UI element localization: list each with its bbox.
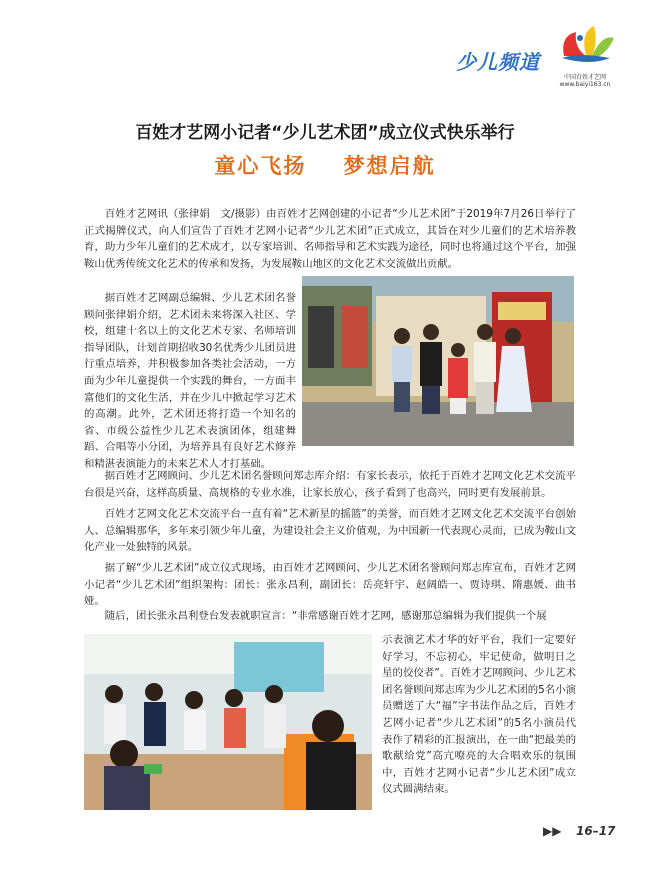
- next-page-arrow-icon: ▶▶: [543, 824, 562, 838]
- paragraph-6-intro: 随后，团长张永昌利登台发表就职宣言：“非常感谢百姓才艺网，感谢那总编辑为我们提供一个展: [104, 610, 547, 622]
- logo-caption-name: 中国百姓才艺网: [563, 74, 606, 81]
- paragraph-4: 百姓才艺网文化艺术交流平台一直有着“艺术新星的摇篮”的美誉，而百姓才艺网文化艺术交流平台创始人、总编辑那华，多年来引领少年儿童，为建设社会主义价值观，为中国新一代表现心灵而，已成为鞍山文化产业一处独特的风景。: [84, 508, 576, 554]
- article-subtitle: [60, 150, 590, 180]
- logo-caption: [548, 74, 622, 88]
- logo-caption-url: www.baiyi163.cn: [559, 81, 611, 88]
- page-number: 16–17: [576, 824, 616, 838]
- paragraph-2: 据百姓才艺网副总编辑、少儿艺术团名誉顾问张律娟介绍，艺术团未来将深入社区、学校，组建十名以上的文化艺术专家、名师培训指导团队，计划首期招收30名优秀少儿团员进行重点培养，并积极参加各类社会活动，一方面为少年儿童提供一个实践的舞台，一方面丰富他们的文化生活，并在少儿中掀起学习艺术的高潮。此外，艺术团还将打造一个知名的省、市级公益性少儿艺术表演团体，组建舞蹈、合唱等小分团，为培养具有良好艺术修养和精湛表演能力的未来艺术人才打基础。: [84, 292, 296, 470]
- paragraph-1: 百姓才艺网讯（张律娟 文/摄影）由百姓才艺网创建的小记者“少儿艺术团”于2019年7月26日举行了正式揭牌仪式，向人们宣告了百姓才艺网小记者“少儿艺术团”正式成立，其旨在对少儿童们的艺术培养教育，助力少年儿童们的艺术成才，以专家培训、名师指导和艺术实践为途径，同时也将通过这个平台，加强鞍山优秀传统文化艺术的传承和发扬，为发展鞍山地区的文化艺术交流做出贡献。: [84, 208, 576, 270]
- paragraph-3: 据百姓才艺网顾问、少儿艺术团名誉顾问郑志库介绍：有家长表示，依托于百姓才艺网文化艺术交流平台很是兴奋，这样高质量、高规格的专业水准，让家长放心，孩子看到了也高兴，同时更有发展前景。: [84, 470, 576, 499]
- photo-performance: [84, 634, 372, 810]
- site-logo: [556, 22, 616, 76]
- photo-children-group: [302, 276, 574, 446]
- article-title: 百姓才艺网小记者“少儿艺术团”成立仪式快乐举行: [135, 123, 515, 143]
- subtitle-part-1: 童心飞扬: [214, 154, 307, 178]
- logo-icon: [556, 22, 616, 76]
- paragraph-6-body: 示表演艺术才华的好平台，我们一定要好好学习，不忘初心，牢记使命，做明日之星的佼佼者”。百姓才艺网顾问、少儿艺术团名誉顾问郑志库为少儿艺术团的5名小演员赠送了大“福”字书法作品之后，百姓才艺网小记者“少儿艺术团”的5名小演员代表作了精彩的汇报演出，在一曲“把最美的歌献给党”高亢嘹亮的大合唱欢乐的氛围中，百姓才艺网小记者“少儿艺术团”成立仪式圆满结束。: [382, 634, 576, 796]
- paragraph-5: 据了解“少儿艺术团”成立仪式现场，由百姓才艺网顾问、少儿艺术团名誉顾问郑志库宣布，百姓才艺网小记者“少儿艺术团”组织架构：团长：张永昌利，副团长：岳亮轩宇、赵阔皓一、贾诗琪、隋惠媛、曲书娅。: [84, 562, 576, 608]
- subtitle-part-2: 梦想启航: [343, 154, 436, 178]
- channel-title: 少儿频道: [456, 50, 540, 74]
